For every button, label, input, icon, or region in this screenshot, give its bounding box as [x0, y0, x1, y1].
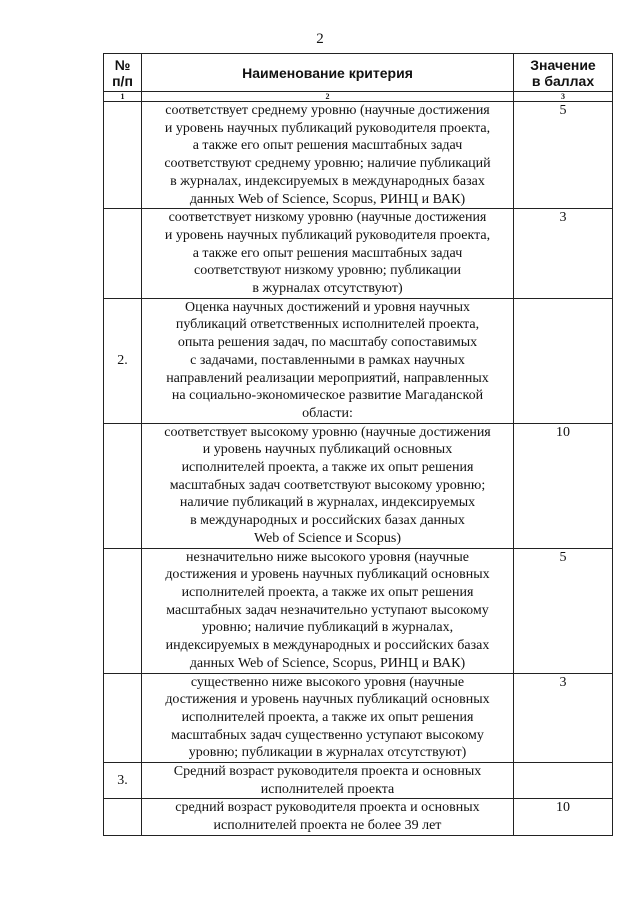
criterion-row: [104, 548, 613, 673]
criterion-score: [514, 298, 613, 423]
criterion-row: [104, 298, 613, 423]
header-num-cell: [104, 54, 142, 92]
criterion-row: [104, 799, 613, 835]
criterion-text-line: соответствуют среднему уровню; наличие публикаций: [164, 156, 491, 172]
criterion-text-line: исполнителей проекта не более 39 лет: [213, 818, 442, 834]
criterion-text-line: незначительно ниже высокого уровня (научные: [185, 549, 470, 565]
page-number: 2: [316, 31, 324, 47]
header-row: [104, 54, 613, 92]
criterion-description: [142, 673, 514, 763]
criterion-number: [104, 102, 142, 209]
column-index-row: [104, 92, 613, 102]
criterion-description: [142, 423, 514, 548]
criterion-text-line: средний возраст руководителя проекта и основных: [175, 800, 480, 816]
criteria-table-body: [104, 54, 613, 836]
criterion-number: 3.: [104, 763, 142, 799]
criterion-text-line: а также его опыт решения масштабных задач: [192, 245, 463, 261]
criterion-text-line: исполнителей проекта, а также их опыт решения: [181, 460, 474, 476]
criterion-number: [104, 673, 142, 763]
criterion-number: 2.: [104, 298, 142, 423]
criterion-description: [142, 102, 514, 209]
criterion-number: [104, 423, 142, 548]
criterion-text-line: на социально-экономическое развитие Магаданской: [171, 388, 484, 404]
criterion-text-line: данных Web of Science, Scopus, РИНЦ и ВАК): [189, 191, 466, 207]
criterion-text-line: и уровень научных публикаций основных: [202, 442, 453, 458]
criterion-text-line: исполнителей проекта, а также их опыт решения: [181, 584, 474, 600]
criterion-text-line: области:: [302, 405, 353, 421]
criterion-description: [142, 763, 514, 799]
criterion-text-line: существенно ниже высокого уровня (научные: [190, 674, 465, 690]
criterion-text-line: с задачами, поставленными в рамках научных: [190, 352, 465, 368]
criterion-text-line: масштабных задач незначительно уступают высокому: [166, 602, 489, 618]
criterion-score: 5: [514, 548, 613, 673]
criterion-score: 5: [514, 102, 613, 209]
header-num-line: п/п: [112, 72, 133, 89]
criterion-text-line: публикаций ответственных исполнителей проекта,: [175, 317, 480, 333]
criterion-text-line: соответствует среднему уровню (научные достижения: [165, 103, 490, 118]
criterion-row: [104, 102, 613, 209]
column-index: 1: [104, 92, 142, 102]
criterion-number: [104, 548, 142, 673]
criterion-text-line: опыта решения задач, по масштабу сопоставимых: [177, 335, 478, 351]
criterion-score: [514, 763, 613, 799]
criterion-description: [142, 298, 514, 423]
criterion-text-line: данных Web of Science, Scopus, РИНЦ и ВАК): [189, 655, 466, 671]
criterion-row: [104, 673, 613, 763]
criterion-text-line: в журналах, индексируемых в международных базах: [170, 173, 485, 189]
criterion-text-line: Средний возраст руководителя проекта и основных: [173, 764, 482, 780]
criterion-description: [142, 209, 514, 299]
criterion-row: [104, 209, 613, 299]
header-score-cell: [514, 54, 613, 92]
criterion-text-line: исполнителей проекта, а также их опыт решения: [181, 709, 474, 725]
criterion-text-line: масштабных задач существенно уступают высокому: [171, 727, 484, 743]
criterion-text-line: уровню; публикации в журналах отсутствуют): [188, 745, 467, 761]
criterion-score: 10: [514, 799, 613, 835]
header-num-line: №: [114, 56, 131, 73]
criterion-text-line: в международных и российских базах данных: [190, 513, 465, 529]
criterion-score: 10: [514, 423, 613, 548]
criterion-text-line: направлений реализации мероприятий, направленных: [166, 370, 489, 386]
criterion-text-line: соответствует низкому уровню (научные достижения: [168, 210, 487, 226]
criterion-text-line: соответствуют низкому уровню; публикации: [193, 263, 462, 279]
criterion-text-line: индексируемых в международных и российских базах: [165, 638, 490, 654]
criterion-number: [104, 799, 142, 835]
criterion-score: 3: [514, 673, 613, 763]
criterion-text-line: масштабных задач соответствуют высокому уровню;: [169, 477, 486, 493]
criterion-text-line: наличие публикаций в журналах, индексируемых: [179, 495, 476, 511]
criterion-text-line: и уровень научных публикаций руководителя проекта,: [164, 227, 491, 243]
column-index: 3: [514, 92, 613, 102]
criterion-text-line: а также его опыт решения масштабных задач: [192, 138, 463, 154]
header-score-line: Значение: [530, 56, 596, 73]
criterion-text-line: достижения и уровень научных публикаций основных: [165, 692, 490, 708]
criterion-description: [142, 548, 514, 673]
criterion-score: 3: [514, 209, 613, 299]
criterion-row: [104, 763, 613, 799]
header-name-cell: Наименование критерия: [142, 54, 514, 92]
column-index: 2: [142, 92, 514, 102]
criterion-text-line: и уровень научных публикаций руководителя проекта,: [164, 120, 491, 136]
criterion-text-line: соответствует высокому уровню (научные достижения: [164, 424, 491, 440]
criterion-text-line: в журналах отсутствуют): [252, 281, 403, 297]
criterion-description: [142, 799, 514, 835]
criterion-text-line: достижения и уровень научных публикаций основных: [165, 567, 490, 583]
criterion-text-line: Web of Science и Scopus): [253, 530, 402, 546]
criterion-number: [104, 209, 142, 299]
criterion-text-line: Оценка научных достижений и уровня научных: [185, 299, 470, 315]
criteria-table: [103, 53, 613, 836]
criterion-row: [104, 423, 613, 548]
header-score-line: в баллах: [531, 72, 595, 89]
criterion-text-line: исполнителей проекта: [260, 781, 395, 797]
criterion-text-line: уровню; наличие публикаций в журналах,: [201, 620, 454, 636]
